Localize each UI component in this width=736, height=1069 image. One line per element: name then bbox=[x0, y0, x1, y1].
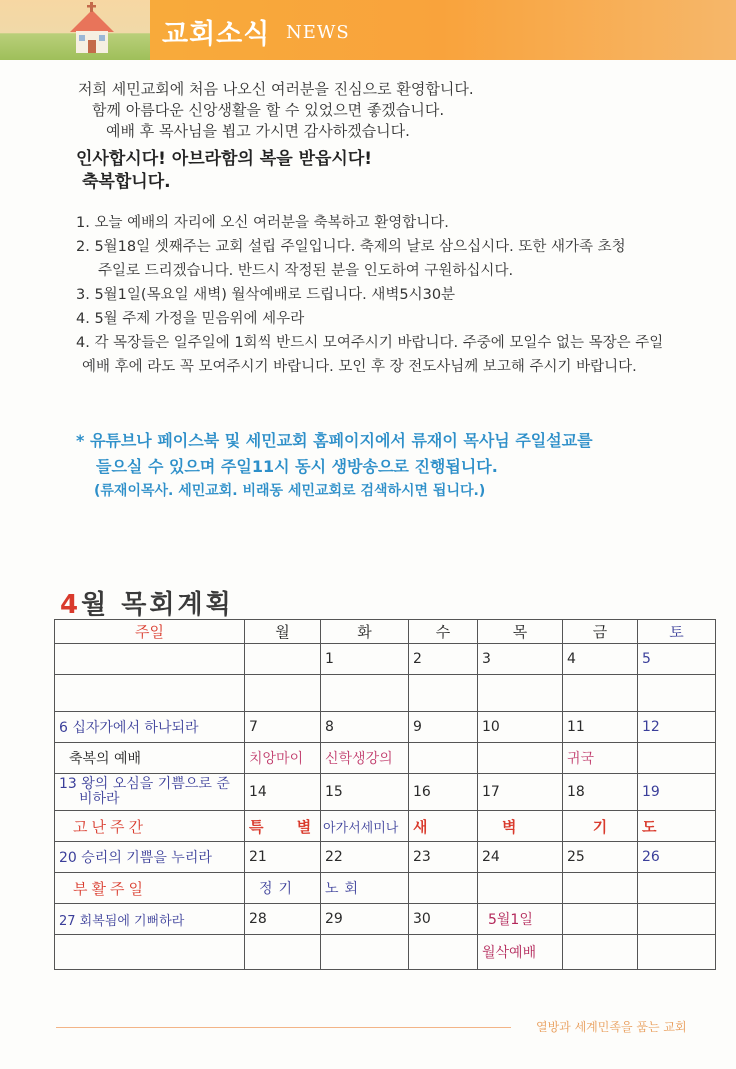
broadcast-line: * 유튜브나 페이스북 및 세민교회 홈페이지에서 류재이 목사님 주일설교를 bbox=[76, 431, 593, 450]
calendar-cell bbox=[638, 935, 716, 970]
day-header: 화 bbox=[321, 620, 409, 644]
ministry-calendar bbox=[54, 619, 716, 970]
calendar-cell: 5 bbox=[638, 644, 716, 675]
calendar-row bbox=[55, 712, 716, 743]
calendar-cell: 16 bbox=[409, 774, 478, 811]
event-cell: 축복의 예배 bbox=[55, 743, 245, 774]
footer-slogan: 열방과 세계민족을 품는 교회 bbox=[536, 1020, 687, 1034]
broadcast-line: 들으실 수 있으며 주일11시 동시 생방송으로 진행됩니다. bbox=[96, 457, 498, 476]
notice-item: 1. 오늘 예배의 자리에 오신 여러분을 축복하고 환영합니다. bbox=[76, 215, 449, 231]
calendar-cell: 7 bbox=[245, 712, 321, 743]
calendar-cell bbox=[245, 935, 321, 970]
calendar-cell bbox=[55, 644, 245, 675]
calendar-cell: 23 bbox=[409, 842, 478, 873]
event-cell: 정기 bbox=[245, 873, 321, 904]
event-cell: 치앙마이 bbox=[245, 743, 321, 774]
day-header: 금 bbox=[563, 620, 638, 644]
day-header: 목 bbox=[478, 620, 563, 644]
calendar-cell: 1 bbox=[321, 644, 409, 675]
calendar-cell bbox=[245, 675, 321, 712]
calendar-cell bbox=[478, 675, 563, 712]
calendar-cell: 24 bbox=[478, 842, 563, 873]
event-cell bbox=[478, 743, 563, 774]
sunday-theme bbox=[55, 774, 245, 811]
event-cell bbox=[409, 743, 478, 774]
calendar-cell: 29 bbox=[321, 904, 409, 935]
calendar-cell bbox=[563, 935, 638, 970]
calendar-cell bbox=[55, 675, 245, 712]
calendar-cell bbox=[55, 935, 245, 970]
event-cell: 고난주간 bbox=[55, 811, 245, 842]
calendar-header-row bbox=[55, 620, 716, 644]
welcome-line: 예배 후 목사님을 뵙고 가시면 감사하겠습니다. bbox=[106, 122, 410, 140]
calendar-cell: 30 bbox=[409, 904, 478, 935]
notice-item: 2. 5월18일 셋째주는 교회 설립 주일입니다. 축제의 날로 삼으십시다. 또한 새가족 초청 bbox=[76, 239, 626, 255]
calendar-cell: 21 bbox=[245, 842, 321, 873]
sunday-theme-line: 13 왕의 오심을 기쁨으로 준 bbox=[59, 776, 230, 792]
event-cell bbox=[638, 743, 716, 774]
broadcast-line: (류재이목사. 세민교회. 비래동 세민교회로 검색하시면 됩니다.) bbox=[94, 483, 486, 499]
notice-item: 4. 각 목장들은 일주일에 1회씩 반드시 모여주시기 바랍니다. 주중에 모일수 없는 목장은 주일 bbox=[76, 335, 664, 351]
event-cell bbox=[563, 873, 638, 904]
greeting-line: 인사합시다! 아브라함의 복을 받읍시다! bbox=[76, 149, 373, 169]
calendar-cell: 9 bbox=[409, 712, 478, 743]
sunday-theme: 6 십자가에서 하나되라 bbox=[55, 712, 245, 743]
event-cell bbox=[638, 873, 716, 904]
calendar-cell: 19 bbox=[638, 774, 716, 811]
calendar-row bbox=[55, 774, 716, 811]
calendar-row bbox=[55, 675, 716, 712]
calendar-cell: 3 bbox=[478, 644, 563, 675]
plan-title-month: 4 bbox=[60, 590, 82, 620]
calendar-cell: 26 bbox=[638, 842, 716, 873]
calendar-cell: 10 bbox=[478, 712, 563, 743]
calendar-cell: 5월1일 bbox=[478, 904, 563, 935]
calendar-cell: 4 bbox=[563, 644, 638, 675]
event-cell: 특 별 bbox=[245, 811, 321, 842]
calendar-row bbox=[55, 743, 716, 774]
calendar-cell bbox=[409, 935, 478, 970]
event-cell: 월삭예배 bbox=[478, 935, 563, 970]
calendar-cell bbox=[638, 675, 716, 712]
calendar-row bbox=[55, 935, 716, 970]
calendar-cell: 12 bbox=[638, 712, 716, 743]
plan-title-text: 월 목회계획 bbox=[81, 590, 234, 620]
calendar-cell: 11 bbox=[563, 712, 638, 743]
page-header bbox=[0, 0, 736, 60]
notice-item: 3. 5월1일(목요일 새벽) 월삭예배로 드립니다. 새벽5시30분 bbox=[76, 287, 456, 303]
church-icon bbox=[62, 2, 122, 58]
calendar-cell: 22 bbox=[321, 842, 409, 873]
event-cell: 부활주일 bbox=[55, 873, 245, 904]
calendar-cell: 18 bbox=[563, 774, 638, 811]
calendar-cell bbox=[245, 644, 321, 675]
greeting-line: 축복합니다. bbox=[82, 172, 171, 192]
sunday-theme: 27 회복됨에 기뻐하라 bbox=[55, 904, 245, 935]
day-header: 주일 bbox=[55, 620, 245, 644]
calendar-cell: 14 bbox=[245, 774, 321, 811]
calendar-cell: 8 bbox=[321, 712, 409, 743]
page-title: 교회소식 bbox=[162, 19, 271, 50]
footer-divider bbox=[56, 1027, 511, 1028]
day-header: 수 bbox=[409, 620, 478, 644]
event-cell: 새 bbox=[409, 811, 478, 842]
event-cell: 아가서세미나 bbox=[321, 811, 409, 842]
page-subtitle: NEWS bbox=[286, 22, 350, 43]
event-cell: 노회 bbox=[321, 873, 409, 904]
calendar-row bbox=[55, 811, 716, 842]
calendar-row bbox=[55, 644, 716, 675]
notice-item: 예배 후에 라도 꼭 모여주시기 바랍니다. 모인 후 장 전도사님께 보고해 주시기 바랍니다. bbox=[82, 359, 637, 375]
welcome-line: 함께 아름다운 신앙생활을 할 수 있었으면 좋겠습니다. bbox=[92, 101, 445, 119]
calendar-cell: 28 bbox=[245, 904, 321, 935]
calendar-cell bbox=[409, 675, 478, 712]
event-cell: 귀국 bbox=[563, 743, 638, 774]
calendar-cell: 25 bbox=[563, 842, 638, 873]
day-header: 토 bbox=[638, 620, 716, 644]
event-cell bbox=[409, 873, 478, 904]
notice-item: 주일로 드리겠습니다. 반드시 작정된 분을 인도하여 구원하십시다. bbox=[98, 263, 514, 279]
sunday-theme: 20 승리의 기쁨을 누리라 bbox=[55, 842, 245, 873]
calendar-row bbox=[55, 842, 716, 873]
event-cell: 신학생강의 bbox=[321, 743, 409, 774]
calendar-cell: 17 bbox=[478, 774, 563, 811]
calendar-cell bbox=[563, 904, 638, 935]
day-header: 월 bbox=[245, 620, 321, 644]
calendar-row bbox=[55, 873, 716, 904]
calendar-cell bbox=[321, 675, 409, 712]
calendar-cell bbox=[563, 675, 638, 712]
notice-item: 4. 5월 주제 가정을 믿음위에 세우라 bbox=[76, 311, 305, 327]
event-cell: 기 bbox=[563, 811, 638, 842]
calendar-cell bbox=[638, 904, 716, 935]
calendar-row bbox=[55, 904, 716, 935]
event-cell bbox=[478, 873, 563, 904]
plan-title bbox=[60, 584, 234, 621]
event-cell: 도 bbox=[638, 811, 716, 842]
calendar-cell bbox=[321, 935, 409, 970]
calendar-cell: 2 bbox=[409, 644, 478, 675]
calendar-cell: 15 bbox=[321, 774, 409, 811]
event-cell: 벽 bbox=[478, 811, 563, 842]
welcome-line: 저희 세민교회에 처음 나오신 여러분을 진심으로 환영합니다. bbox=[78, 80, 474, 98]
sunday-theme-line: 비하라 bbox=[79, 791, 120, 807]
